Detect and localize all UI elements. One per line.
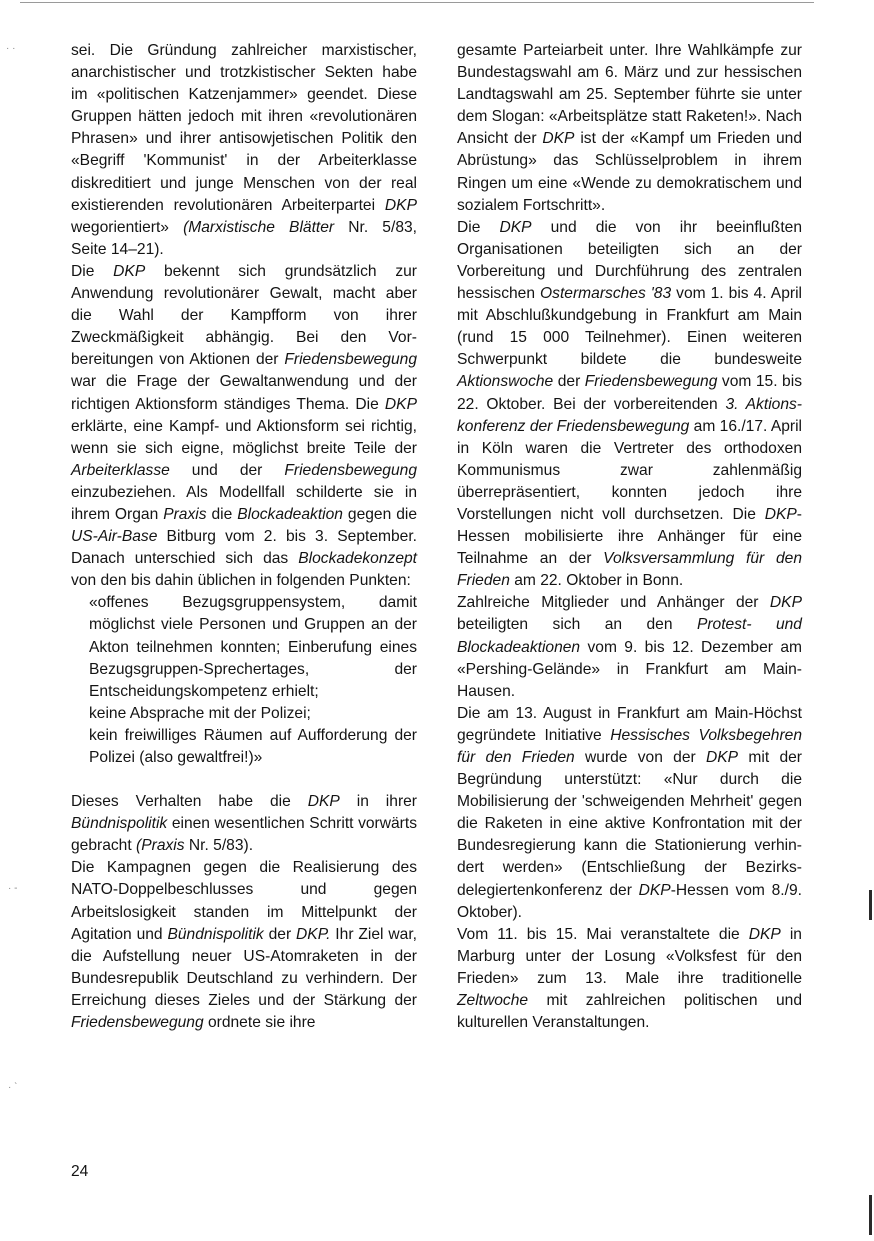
paragraph [71,791,417,857]
emphasis: 3. Aktionskonferenz der Friedensbewegung [457,395,802,435]
text-run: Nr. 5/83, Seite 14–21). [71,218,417,258]
right-column [457,40,802,1034]
emphasis: Blockadeaktion [237,505,343,523]
text-run: mit zahlreichen politischen und kulturellen Veranstaltungen. [457,992,802,1032]
text-run: und der [169,461,285,479]
text-run: Nr. 5/83). [184,837,254,855]
emphasis: (Praxis [136,837,185,855]
emphasis: Bündnispolitik [167,925,264,943]
text-run: die [206,505,238,523]
emphasis: DKP [384,196,417,214]
text-run: vom 1. bis 4. April mit Abschlußkundgebung in Frankfurt am Main (rund 15 000 Teilnehmer). Einen weiteren Schwerpunkt bildete die bundesweite [457,285,802,369]
text-run: Zahlreiche Mitglieder und Anhänger der [457,594,770,612]
text-run: -Hessen mobilisierte ihre Anhänger für eine Teilnahme an der [457,505,802,568]
text-run: von den bis dahin üblichen in folgenden Punkten: [71,572,411,590]
scan-edge-top [20,2,814,3]
emphasis: Aktionswoche [457,373,554,391]
text-run: einzubeziehen. Als Modellfall schilderte sie in ihrem Organ [71,483,417,523]
paragraph [457,592,802,702]
text-run: in ihrer [339,793,418,811]
scan-speck: · ˋ [8,1082,18,1093]
paragraph [457,703,802,924]
quote-item: kein freiwilliges Räumen auf Aufforderung der Polizei (also gewaltfrei!)» [89,726,417,766]
text-run: Ihr Ziel war, die Aufstellung neuer US-Atomraketen in der Bundesrepublik Deutschland zu verhindern. Der Erreichung dieses Zieles und der Stärkung der [71,925,418,1009]
quote-item: «offenes Bezugsgruppensystem, damit möglichst viele Personen und Gruppen an der Akton teilnehmen konnten; Einberufung eines Bezugsgruppen-Sprechertages, der Entscheidungskompetenz erhielt; [89,594,417,700]
page-number: 24 [71,1163,89,1180]
text-run: war die Frage der Gewaltanwendung und der richtigen Aktionsform ständiges Thema. Die [71,373,417,413]
emphasis: DKP [764,505,797,523]
emphasis: Friedensbewegung [71,1014,204,1032]
text-run: vom 15. bis 22. Oktober. Bei der vorbereitenden [457,373,802,413]
text-run: gegen die [342,505,417,523]
text-run: der [263,925,297,943]
text-run: wegorientiert» [71,218,184,236]
emphasis: US-Air-Base [71,528,158,546]
emphasis: Ostermarsches '83 [540,285,672,303]
emphasis: DKP [769,594,802,612]
paragraph [457,40,802,217]
emphasis: Blockadekonzept [298,550,417,568]
emphasis: Friedensbewegung [284,461,417,479]
text-run: gesamte Parteiarbeit unter. Ihre Wahlkämpfe zur Bundestagswahl am 6. März und zur hessischen Landtagswahl am 25. September führte sie unter dem Slogan: «Arbeitsplätze statt Raketen!». Nach Ansicht der [457,42,802,148]
emphasis: DKP. [296,925,331,943]
paragraph [71,40,417,261]
emphasis: Bündnispolitik [71,815,168,833]
scan-speck: · · [6,43,16,54]
paragraph [457,924,802,1034]
left-column [71,40,417,1034]
text-run: bekennt sich grundsätzlich zur Anwendung revolutionärer Gewalt, macht aber die Wahl der Kampfform von ihrer Zweckmäßigkeit abhängig. Bei den Vorbereitungen von Aktionen der [71,262,417,369]
text-run: Die am 13. August in Frankfurt am Main-Höchst gegründete Initiative [457,704,802,744]
text-run: in Marburg unter der Losung «Volksfest für den Frieden» zum 13. Male ihre traditionelle [457,925,802,987]
scan-edge-right-lower [869,1195,872,1235]
emphasis: DKP [384,395,417,413]
emphasis: DKP [638,881,671,899]
paragraph [71,261,417,592]
emphasis: Praxis [163,505,207,523]
text-run: vom 9. bis 12. Dezember am «Pershing-Gelände» in Frankfurt am Main-Hausen. [457,638,802,700]
quote-item: keine Absprache mit der Polizei; [89,704,311,722]
text-run: Die [457,218,500,236]
text-run: ist der «Kampf um Frieden und Abrüstung» das Schlüsselproblem in ihrem Ringen um eine «Wende zu demokratischem und sozialem Fortschritt». [457,130,803,214]
text-run: Die [71,262,114,280]
text-run: Dieses Verhalten habe die [71,793,308,811]
text-run: wurde von der [574,749,706,766]
text-run: am 16./17. April in Köln waren die Vertreter des orthodoxen Kommunismus zwar zahlenmäßig überrepräsentiert, konnten jedoch ihre Vorstellungen nicht voll durchsetzen. Die [457,417,803,523]
paragraph-gap [71,769,417,791]
text-run: mit der Begründung unterstützt: «Nur durch die Mobilisierung der 'schweigenden Mehrheit' gegen die Raketen in eine aktive Konfrontation mit der Bundesregierung kann die Stationierung verhindert werden» (Entschließung der Bezirksdelegiertenkonferenz der [457,749,802,899]
emphasis: Hessisches Volksbegehren für den Frieden [457,726,802,766]
text-run: ordnete sie ihre [203,1014,316,1032]
emphasis: DKP [748,925,781,943]
text-run: beteiligten sich an den [457,616,697,634]
text-run: sei. Die Gründung zahlreicher marxistischer, anarchistischer und trotzkistischer Sekten habe im «politischen Katzenjammer» geendet. Diese Gruppen hätten jedoch mit ihren «revolutionären Phrasen» und ihrer antisowjetischen Politik den «Begriff 'Kommunist' in der Arbeiterklasse diskreditiert und junge Menschen von der real existierenden revolutionären Arbeiterpartei [71,42,417,214]
emphasis: DKP [499,218,532,236]
text-run: Die Kampagnen gegen die Realisierung des NATO-Doppelbeschlusses und gegen Arbeitslosigkeit standen im Mittelpunkt der Agitation und [71,859,417,943]
emphasis: DKP [542,130,575,148]
text-run: Bitburg vom 2. bis 3. September. Danach unterschied sich das [71,528,417,568]
emphasis: Protest- und Blockadeaktionen [457,616,802,656]
text-run: Vom 11. bis 15. Mai veranstaltete die [457,925,749,943]
text-run: am 22. Oktober in Bonn. [509,572,684,590]
text-run: und die von ihr beeinflußten Organisationen beteiligten sich an der Vorbereitung und Durchführung des zentralen hessischen [457,218,802,303]
scan-edge-right-upper [869,890,872,920]
emphasis: DKP [706,749,739,766]
scan-speck: · - [8,883,18,894]
emphasis: Arbeiterklasse [71,461,170,479]
text-run: erklärte, eine Kampf- und Aktionsform sei richtig, wenn sie sich eigne, möglichst breite Teile der [71,417,417,457]
text-run: der [553,373,585,391]
text-run: einen wesentlichen Schritt vorwärts gebracht [71,815,417,855]
emphasis: DKP [307,793,340,811]
text-run: -Hessen vom 8./9. Oktober). [457,881,802,921]
emphasis: Friedensbewegung [284,351,417,369]
emphasis: Volksversammlung für den Frieden [457,550,802,590]
emphasis: Zeltwoche [457,992,529,1010]
emphasis: DKP [113,262,146,280]
emphasis: Friedensbewegung [584,373,718,391]
emphasis: (Marxistische Blätter [183,218,335,236]
paragraph [457,217,802,593]
paragraph [71,857,417,1034]
